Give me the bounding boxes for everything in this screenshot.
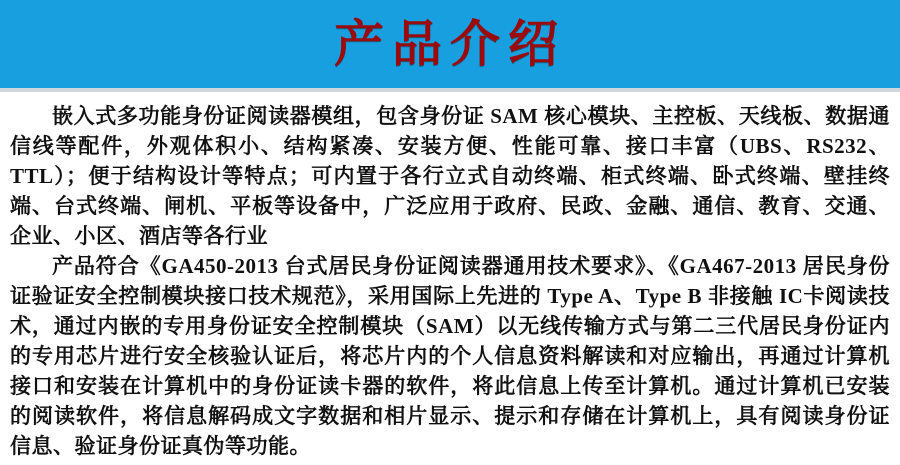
paragraph-overview: 嵌入式多功能身份证阅读器模组，包含身份证 SAM 核心模块、主控板、天线板、数据通信线等配件，外观体积小、结构紧凑、安装方便、性能可靠、接口丰富（UBS、RS232、TTL）；便于结构设计等特点；可内置于各行立式自动终端、柜式终端、卧式终端、壁挂终端、台式终端、闸机、平板等设备中，广泛应用于政府、民政、金融、通信、教育、交通、企业、小区、酒店等各行业 bbox=[10, 104, 890, 248]
page-title: 产品介绍 bbox=[334, 16, 566, 72]
product-description bbox=[0, 92, 900, 461]
header-banner bbox=[0, 0, 900, 92]
paragraph-standards: 产品符合《GA450-2013 台式居民身份证阅读器通用技术要求》、《GA467-2013 居民身份证验证安全控制模块接口技术规范》，采用国际上先进的 Type A、Type B 非接触 IC卡阅读技术，通过内嵌的专用身份证安全控制模块（SAM）以无线传输方式与第二三代居民身份证内的专用芯片进行安全核验认证后，将芯片内的个人信息资料解读和对应输出，再通过计算机接口和安装在计算机中的身份证读卡器的软件，将此信息上传至计算机。通过计算机已安装的阅读软件，将信息解码成文字数据和相片显示、提示和存储在计算机上，具有阅读身份证信息、验证身份证真伪等功能。 bbox=[10, 254, 890, 458]
